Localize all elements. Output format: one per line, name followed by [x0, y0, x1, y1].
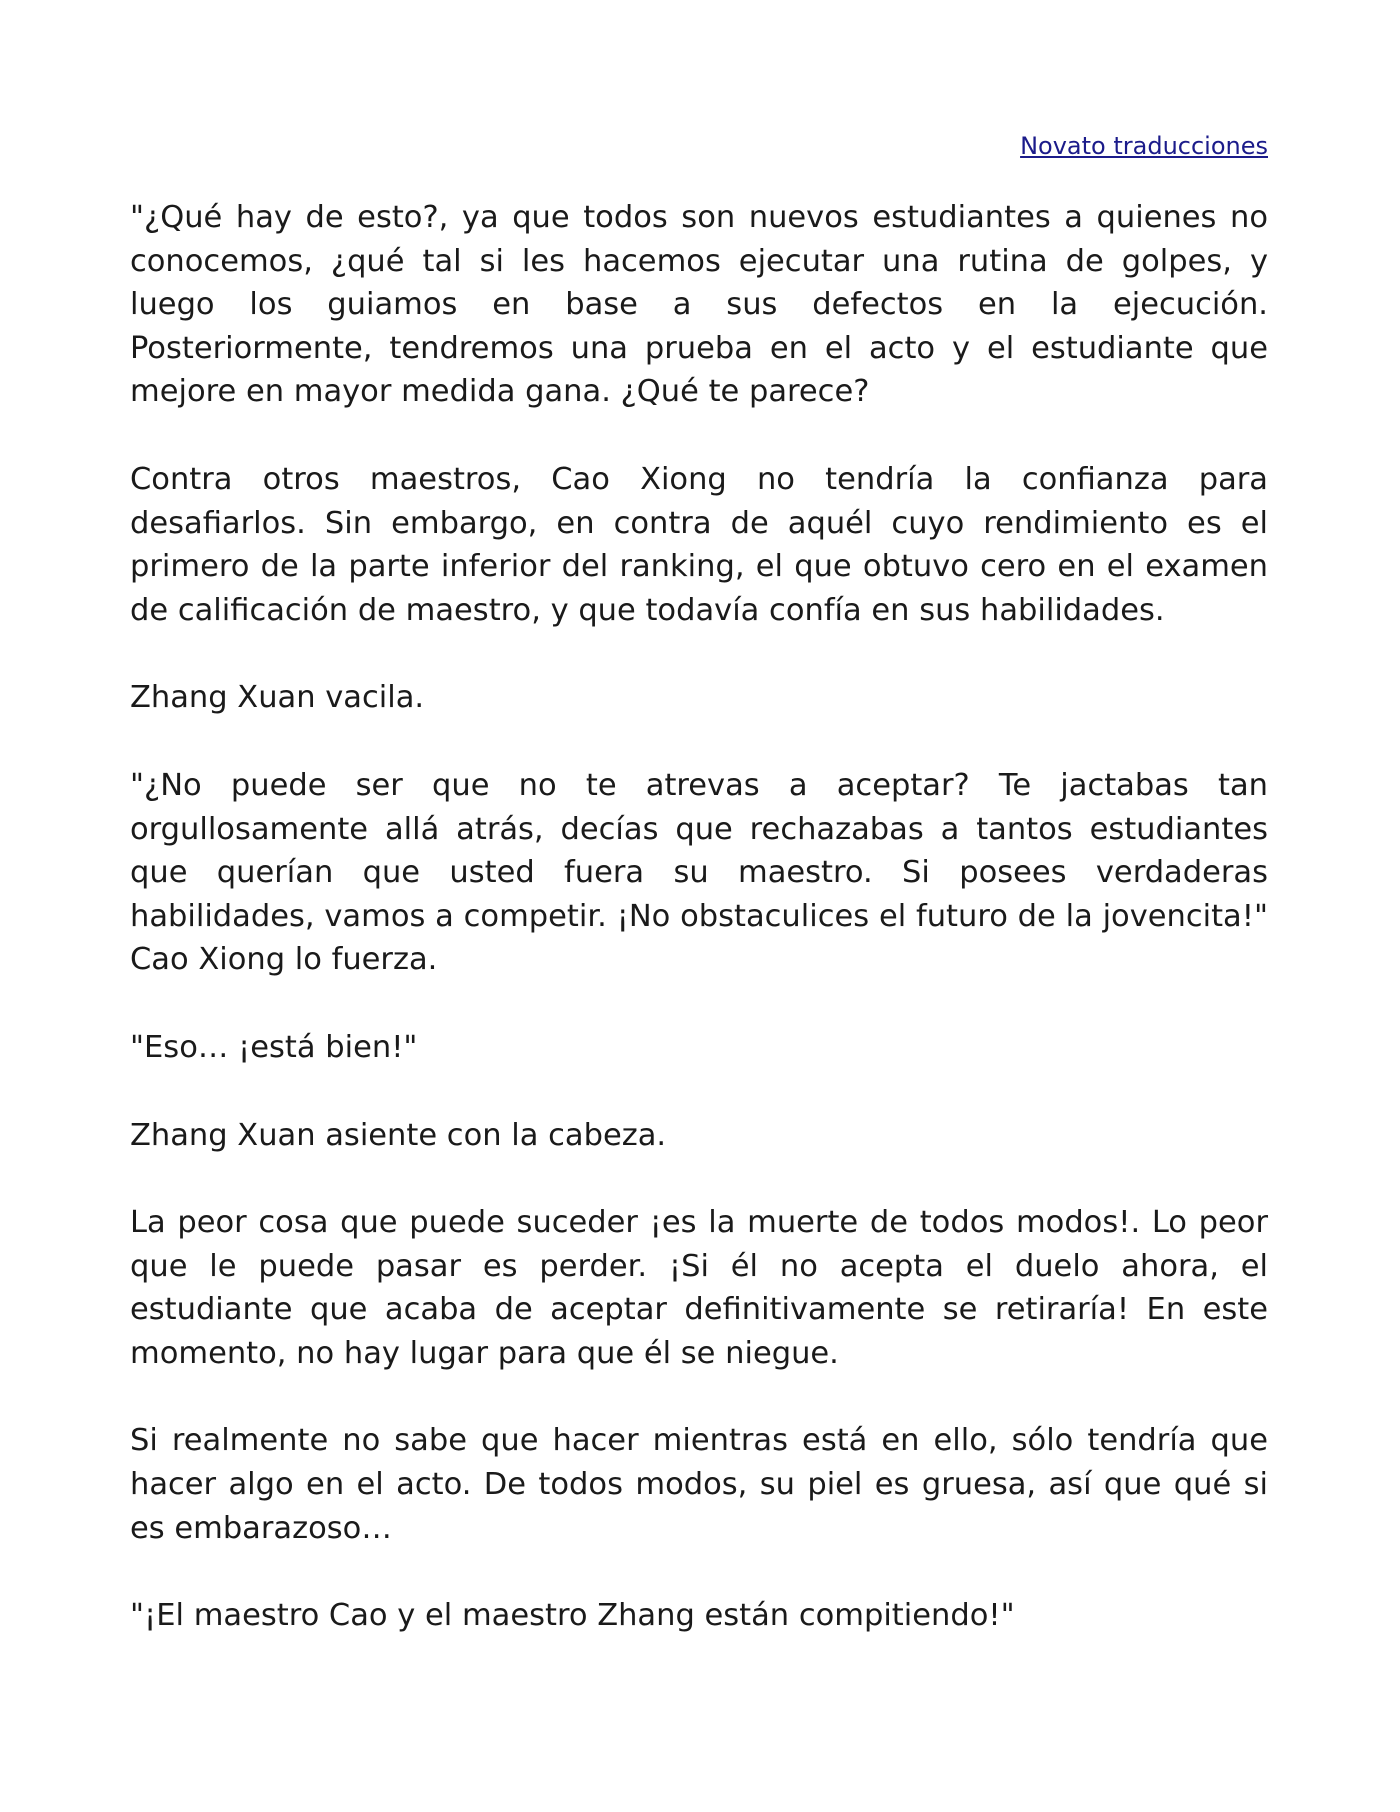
paragraph-4: "¿No puede ser que no te atrevas a aceptar? Te jactabas tan orgullosamente allá atrás, decías que rechazabas a tantos estudiantes que querían que usted fuera su maestro. Si posees verdaderas habilidades, vamos a competir. ¡No obstaculices el futuro de la jovencita!" Cao Xiong lo fuerza. — [130, 767, 1268, 978]
paragraph-5: "Eso… ¡está bien!" — [130, 1029, 418, 1065]
paragraph-6: Zhang Xuan asiente con la cabeza. — [130, 1117, 667, 1153]
paragraph-3: Zhang Xuan vacila. — [130, 680, 425, 716]
document-page — [130, 0, 1268, 1812]
paragraph-1: "¿Qué hay de esto?, ya que todos son nuevos estudiantes a quienes no conocemos, ¿qué tal si les hacemos ejecutar una rutina de golpes, y luego los guiamos en base a sus defectos en la ejecución. Posteriormente, tendremos una prueba en el acto y el estudiante que mejore en mayor medida gana. ¿Qué te parece? — [130, 200, 1268, 410]
paragraph-8: Si realmente no sabe que hacer mientras está en ello, sólo tendría que hacer algo en el acto. De todos modos, su piel es gruesa, así que qué si es embarazoso… — [130, 1423, 1268, 1546]
paragraph-7: La peor cosa que puede suceder ¡es la muerte de todos modos!. Lo peor que le puede pasar es perder. ¡Si él no acepta el duelo ahora, el estudiante que acaba de aceptar definitivamente se retiraría! En este momento, no hay lugar para que él se niegue. — [130, 1205, 1268, 1371]
novato-traducciones-link[interactable]: Novato traducciones — [1020, 132, 1268, 160]
chapter-text — [130, 196, 1268, 1682]
paragraph-2: Contra otros maestros, Cao Xiong no tendría la confianza para desafiarlos. Sin embargo, en contra de aquél cuyo rendimiento es el primero de la parte inferior del ranking, el que obtuvo cero en el examen de calificación de maestro, y que todavía confía en sus habilidades. — [130, 461, 1268, 628]
paragraph-9: "¡El maestro Cao y el maestro Zhang están compitiendo!" — [130, 1598, 1015, 1634]
